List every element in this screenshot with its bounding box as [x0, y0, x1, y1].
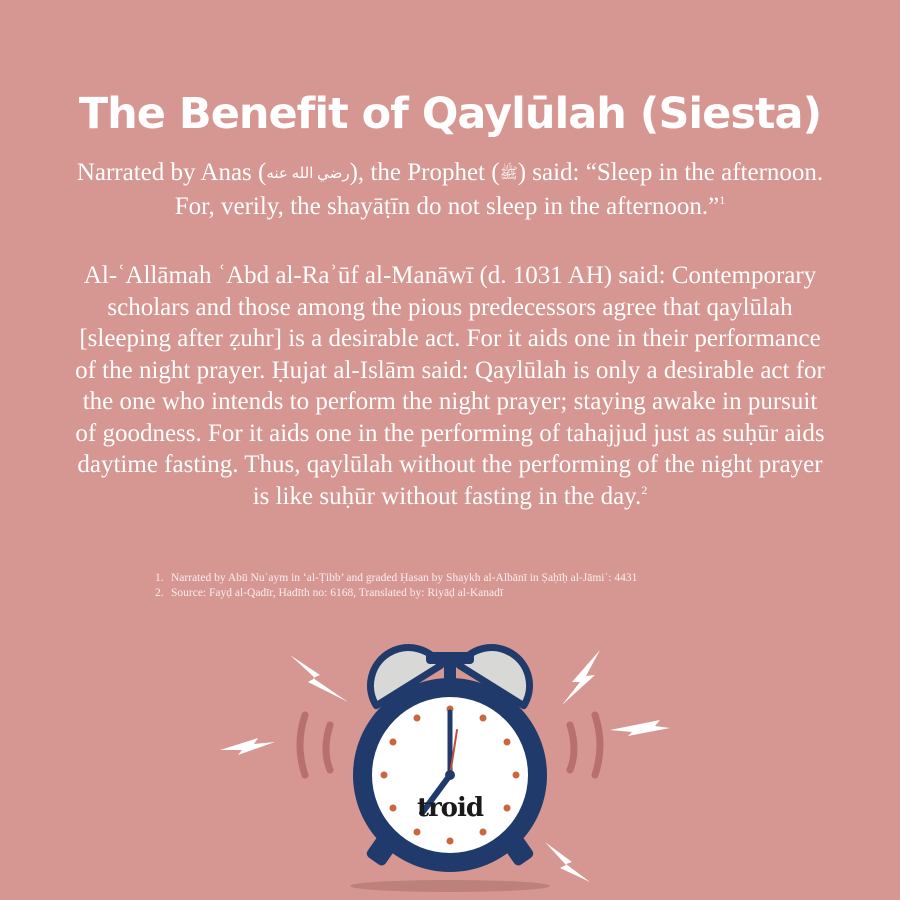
vibration-arc-icon: [326, 725, 330, 770]
footnote-text: Source: Fayḍ al-Qadīr, Hadīth no: 6168, Translated by: Riyāḍ al-Kanadī: [171, 587, 504, 599]
footnote-ref-2: 2: [641, 482, 648, 497]
lightning-bolt-icon: [562, 650, 600, 705]
alarm-clock-icon: [200, 620, 700, 900]
clock-shadow: [350, 880, 550, 892]
lightning-bolt-icon: [290, 655, 348, 702]
hadith-paragraph: [70, 157, 830, 222]
honorific-prophet: ﷺ: [499, 166, 518, 182]
hadith-text-pre: Narrated by Anas (: [76, 159, 267, 186]
commentary-paragraph: [70, 260, 830, 512]
hadith-text-post: ) said: “Sleep in the afternoon. For, verily, the shayāṭīn do not sleep in the afternoon.”: [174, 159, 824, 220]
page-title: The Benefit of Qaylūlah (Siesta): [78, 88, 822, 139]
footnote-ref-1: 1: [719, 192, 726, 207]
footnote-item: [155, 586, 795, 601]
clock-center-pin: [445, 770, 455, 780]
footnote-item: [155, 571, 795, 586]
vibration-arc-icon: [595, 715, 600, 775]
honorific-companion: رضي الله عنه: [266, 166, 350, 182]
lightning-bolt-icon: [610, 720, 670, 736]
footnote-number: 2.: [155, 587, 164, 599]
footnotes-list: [155, 571, 795, 601]
footnote-number: 1.: [155, 572, 164, 584]
vibration-arc-icon: [300, 715, 305, 775]
commentary-text: Al-ʿAllāmah ʿAbd al-Raʾūf al-Manāwī (d. 1031 AH) said: Contemporary scholars and those among the pious predecessors agree that qaylūlah [sleeping after ẓuhr] is a desirable act. For it aids one in their performance of the night prayer. Ḥujat al-Islām said: Qaylūlah is only a desirable act for the one who intends to perform the night prayer; staying awake in pursuit of goodness. For it aids one in the performing of tahajjud just as suḥūr aids daytime fasting. Thus, qaylūlah without the performing of the night prayer is like suḥūr without fasting in the day.: [75, 262, 825, 510]
footnote-text: Narrated by Abū Nuʿaym in ‘al-Ṭibb’ and graded Ḥasan by Shaykh al-Albānī in Ṣaḥīḥ al-Jāmiʿ: 4431: [171, 572, 638, 584]
lightning-bolt-icon: [220, 738, 275, 755]
troid-logo: troid: [416, 793, 484, 823]
alarm-clock-illustration: [200, 620, 700, 900]
clock-handle: [426, 652, 474, 664]
hadith-text-mid: ), the Prophet (: [349, 159, 500, 186]
lightning-bolt-icon: [545, 842, 590, 882]
vibration-arc-icon: [570, 725, 574, 770]
